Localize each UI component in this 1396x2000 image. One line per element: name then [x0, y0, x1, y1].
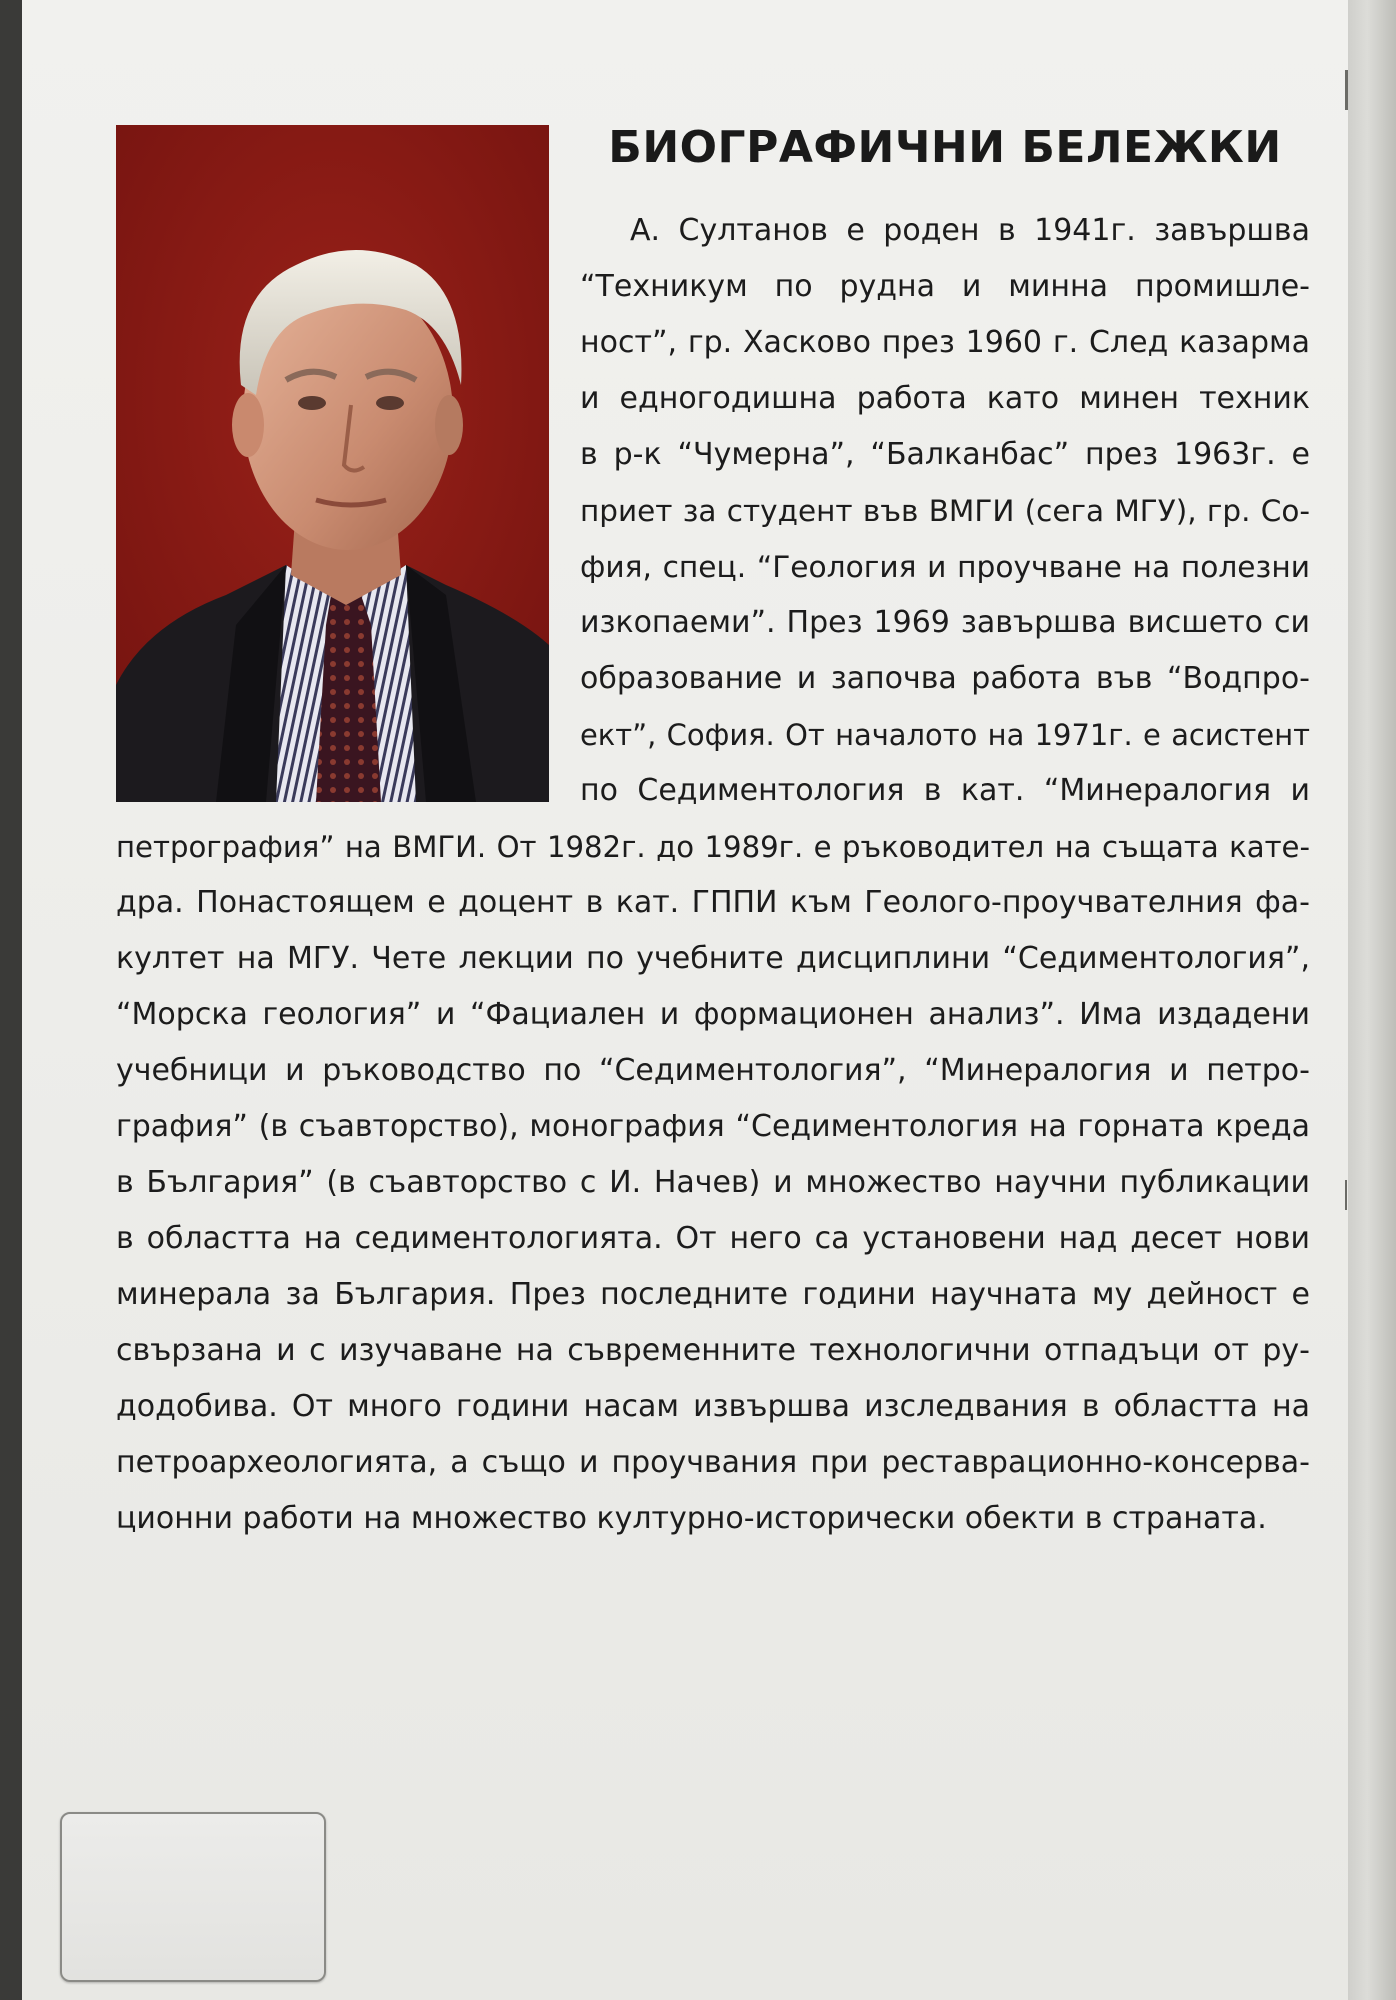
bio-line: и едногодишна работа като минен техник: [580, 381, 1310, 416]
spine-mark: [1345, 70, 1348, 110]
author-portrait-photo: [116, 125, 549, 802]
bio-line: учебници и ръководство по “Седиментология”, “Минералогия и петро-: [116, 1053, 1310, 1088]
bio-line: додобива. От много години насам извършва изследвания в областта на: [116, 1389, 1310, 1424]
bio-line: ционни работи на множество културно-исторически обекти в страната.: [116, 1501, 1267, 1536]
bio-line: култет на МГУ. Чете лекции по учебните дисциплини “Седиментология”,: [116, 941, 1310, 976]
bio-line: свързана и с изучаване на съвременните технологични отпадъци от ру-: [116, 1333, 1310, 1368]
bio-line: в р-к “Чумерна”, “Балканбас” през 1963г. е: [580, 437, 1310, 472]
bio-line: ект”, София. От началото на 1971г. е асистент: [580, 718, 1310, 752]
bio-line: дра. Понастоящем е доцент в кат. ГППИ към Геолого-проучвателния фа-: [116, 885, 1310, 920]
page-title: БИОГРАФИЧНИ БЕЛЕЖКИ: [608, 122, 1282, 173]
bio-line: петрография” на ВМГИ. От 1982г. до 1989г. е ръководител на същата кате-: [116, 830, 1310, 864]
bio-line: в областта на седиментологията. От него са установени над десет нови: [116, 1221, 1310, 1256]
bio-line: “Техникум по рудна и минна промишле-: [580, 269, 1310, 304]
bio-line: в България” (в съавторство с И. Начев) и множество научни публикации: [116, 1165, 1310, 1200]
bio-line: минерала за България. През последните години научната му дейност е: [116, 1277, 1310, 1312]
bio-line: графия” (в съавторство), монография “Седиментология на горната креда: [116, 1109, 1310, 1144]
book-spine: [1348, 0, 1396, 2000]
bio-line: ност”, гр. Хасково през 1960 г. След казарма: [580, 325, 1310, 360]
bio-line: изкопаеми”. През 1969 завършва висшето си: [580, 605, 1310, 640]
bio-line: образование и започва работа във “Водпро-: [580, 661, 1310, 696]
spine-mark: [1345, 1180, 1347, 1210]
bio-line: А. Султанов е роден в 1941г. завършва: [630, 213, 1310, 248]
bio-line: “Морска геология” и “Фациален и формационен анализ”. Има издадени: [116, 997, 1310, 1032]
bio-line: фия, спец. “Геология и проучване на полезни: [580, 549, 1310, 584]
barcode-label-sticker: [60, 1812, 326, 1982]
bio-line: петроархеологията, а също и проучвания при реставрационно-консерва-: [116, 1445, 1310, 1480]
bio-line: приет за студент във ВМГИ (сега МГУ), гр. Со-: [580, 494, 1310, 528]
bio-line: по Седиментология в кат. “Минералогия и: [580, 773, 1310, 808]
author-portrait-icon: [116, 125, 549, 802]
